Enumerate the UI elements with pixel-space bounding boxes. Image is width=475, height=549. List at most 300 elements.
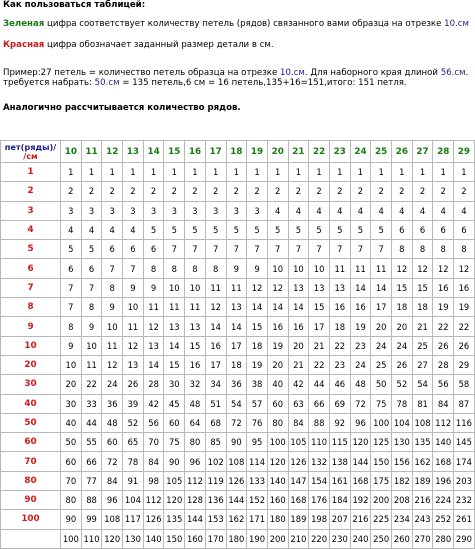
example-text-d: требуется набрать: [3,78,95,88]
table-cell: 20 [371,317,392,336]
table-cell: 120 [351,433,372,452]
table-cell: 44 [82,414,103,433]
table-cell: 30 [164,375,185,394]
table-cell: 1 [413,163,434,182]
table-cell: 22 [82,375,103,394]
table-cell: 28 [144,375,165,394]
table-cell: 112 [433,414,454,433]
table-cell: 48 [102,414,123,433]
table-cell: 14 [371,279,392,298]
table-cell: 2 [61,182,82,201]
table-row [1,317,475,336]
table-cell: 87 [454,395,475,414]
table-row [1,510,475,529]
table-cell: 12 [268,279,289,298]
table-cell: 2 [82,182,103,201]
table-cell: 22 [433,317,454,336]
table-cell: 11 [371,259,392,278]
table-cell: 11 [227,279,248,298]
table-cell: 1 [309,163,330,182]
table-cell: 24 [351,356,372,375]
column-header: 17 [206,141,227,163]
table-cell: 29 [454,356,475,375]
table-cell: 21 [413,317,434,336]
table-cell: 9 [227,259,248,278]
table-cell: 196 [433,472,454,491]
table-cell: 7 [247,240,268,259]
table-cell: 91 [123,472,144,491]
table-cell: 36 [227,375,248,394]
table-cell: 6 [82,259,103,278]
table-cell: 225 [371,510,392,529]
row-size-cm [1,530,61,549]
table-cell: 4 [123,221,144,240]
instructions-title: Как пользоваться таблицей: [3,0,146,10]
table-cell: 7 [371,240,392,259]
table-cell: 220 [309,530,330,549]
table-cell: 20 [268,356,289,375]
table-cell: 11 [206,279,227,298]
table-cell: 26 [454,337,475,356]
table-cell: 27 [413,356,434,375]
table-cell: 8 [185,259,206,278]
table-cell: 250 [371,530,392,549]
table-cell: 15 [185,337,206,356]
row-size-cm: 6 [1,259,61,278]
table-cell: 171 [247,510,268,529]
example-line-2 [3,78,407,89]
table-cell: 7 [61,279,82,298]
table-cell: 8 [392,240,413,259]
table-cell: 153 [206,510,227,529]
table-cell: 3 [247,202,268,221]
table-cell: 19 [268,337,289,356]
table-cell: 16 [206,337,227,356]
example-text-a: Пример:27 петель = количество петель образца на отрезке [3,68,280,78]
table-cell: 18 [392,298,413,317]
table-cell: 12 [247,279,268,298]
table-cell: 26 [123,375,144,394]
corner-cell [1,141,61,163]
table-cell: 90 [164,452,185,471]
row-size-cm: 90 [1,491,61,510]
table-cell: 4 [351,202,372,221]
table-row [1,279,475,298]
table-cell: 2 [330,182,351,201]
table-cell: 13 [144,337,165,356]
table-row [1,337,475,356]
table-cell: 33 [82,395,103,414]
table-cell: 2 [247,182,268,201]
table-cell: 8 [82,298,103,317]
table-cell: 96 [185,452,206,471]
table-cell: 132 [309,452,330,471]
table-cell: 189 [289,510,310,529]
row-size-cm: 100 [1,510,61,529]
table-cell: 2 [454,182,475,201]
table-cell: 58 [454,375,475,394]
table-cell: 216 [351,510,372,529]
table-cell: 4 [433,202,454,221]
table-cell: 39 [123,395,144,414]
table-cell: 168 [351,472,372,491]
table-cell: 30 [61,395,82,414]
table-cell: 42 [289,375,310,394]
table-cell: 150 [371,452,392,471]
table-cell: 125 [371,433,392,452]
table-cell: 10 [82,337,103,356]
table-cell: 5 [351,221,372,240]
table-cell: 1 [82,163,103,182]
table-cell: 17 [206,356,227,375]
column-header: 25 [371,141,392,163]
table-cell: 56 [433,375,454,394]
table-cell: 2 [433,182,454,201]
table-row [1,491,475,510]
table-cell: 1 [268,163,289,182]
table-cell: 11 [351,259,372,278]
table-cell: 112 [144,491,165,510]
table-cell: 119 [206,472,227,491]
table-cell: 2 [371,182,392,201]
table-cell: 12 [123,337,144,356]
table-cell: 8 [102,279,123,298]
table-cell: 162 [227,510,248,529]
table-cell: 12 [392,259,413,278]
table-cell: 2 [227,182,248,201]
table-cell: 36 [102,395,123,414]
table-cell: 135 [413,433,434,452]
table-cell: 45 [164,395,185,414]
table-cell: 182 [392,472,413,491]
table-cell: 7 [123,259,144,278]
table-cell: 147 [289,472,310,491]
table-cell: 4 [371,202,392,221]
table-cell: 1 [61,163,82,182]
table-cell: 2 [185,182,206,201]
table-cell: 108 [413,414,434,433]
example-value-2: 56.см [440,68,466,78]
red-explanation [3,40,274,51]
table-cell: 21 [289,356,310,375]
table-cell: 92 [330,414,351,433]
table-cell: 192 [351,491,372,510]
table-cell: 115 [330,433,351,452]
table-cell: 5 [289,221,310,240]
table-cell: 130 [123,530,144,549]
table-cell: 1 [330,163,351,182]
red-word: Красная [3,40,45,50]
table-cell: 1 [371,163,392,182]
table-cell: 68 [206,414,227,433]
table-cell: 12 [206,298,227,317]
table-cell: 1 [164,163,185,182]
table-cell: 130 [392,433,413,452]
table-cell: 60 [61,452,82,471]
table-cell: 3 [82,202,103,221]
table-cell: 126 [227,472,248,491]
table-row [1,530,475,549]
row-size-cm: 5 [1,240,61,259]
table-cell: 20 [61,375,82,394]
table-row [1,259,475,278]
stitch-table [0,140,475,549]
table-cell: 1 [144,163,165,182]
table-cell: 252 [433,510,454,529]
table-cell: 108 [102,510,123,529]
table-cell: 114 [247,452,268,471]
table-cell: 6 [123,240,144,259]
table-cell: 5 [144,221,165,240]
table-cell: 11 [123,317,144,336]
table-cell: 10 [61,356,82,375]
column-header: 11 [82,141,103,163]
table-cell: 17 [371,298,392,317]
example-value-1: 10.см [279,68,305,78]
green-word: Зеленая [3,19,45,29]
table-cell: 120 [164,491,185,510]
table-cell: 154 [309,472,330,491]
table-cell: 4 [392,202,413,221]
table-cell: 135 [164,510,185,529]
table-cell: 9 [123,279,144,298]
table-cell: 160 [268,491,289,510]
table-cell: 99 [82,510,103,529]
column-header: 29 [454,141,475,163]
table-cell: 85 [206,433,227,452]
table-cell: 23 [330,356,351,375]
table-cell: 75 [164,433,185,452]
table-cell: 25 [371,356,392,375]
table-cell: 5 [268,221,289,240]
table-cell: 52 [123,414,144,433]
table-cell: 2 [164,182,185,201]
table-cell: 50 [61,433,82,452]
example-text-b: . Для наборного края длиной [304,68,441,78]
table-cell: 160 [185,530,206,549]
table-cell: 81 [413,395,434,414]
table-cell: 156 [392,452,413,471]
table-cell: 26 [392,356,413,375]
table-cell: 1 [227,163,248,182]
table-cell: 14 [351,279,372,298]
table-cell: 105 [289,433,310,452]
table-cell: 207 [330,510,351,529]
table-cell: 16 [351,298,372,317]
table-cell: 2 [289,182,310,201]
example-line-1 [3,68,468,79]
table-cell: 1 [289,163,310,182]
table-cell: 13 [164,317,185,336]
table-cell: 13 [185,317,206,336]
table-cell: 19 [433,298,454,317]
row-size-cm: 8 [1,298,61,317]
table-row [1,202,475,221]
table-cell: 21 [309,337,330,356]
table-cell: 190 [247,530,268,549]
table-cell: 1 [392,163,413,182]
column-header: 15 [164,141,185,163]
table-cell: 140 [433,433,454,452]
table-cell: 95 [247,433,268,452]
table-cell: 170 [206,530,227,549]
table-cell: 64 [185,414,206,433]
table-cell: 10 [309,259,330,278]
table-cell: 60 [268,395,289,414]
table-cell: 184 [330,491,351,510]
table-cell: 76 [247,414,268,433]
table-cell: 51 [206,395,227,414]
table-cell: 100 [268,433,289,452]
table-cell: 8 [413,240,434,259]
table-cell: 140 [144,530,165,549]
table-cell: 75 [371,395,392,414]
table-cell: 110 [82,530,103,549]
table-cell: 2 [413,182,434,201]
table-cell: 7 [82,279,103,298]
table-cell: 54 [227,395,248,414]
example-text-e: = 135 петель,6 см = 16 петель,135+16=151,итого: 151 петля. [119,78,407,88]
table-cell: 161 [330,472,351,491]
table-cell: 40 [268,375,289,394]
table-cell: 176 [309,491,330,510]
table-cell: 9 [247,259,268,278]
table-cell: 180 [227,530,248,549]
column-header: 13 [123,141,144,163]
table-cell: 180 [268,510,289,529]
table-cell: 14 [247,298,268,317]
table-cell: 5 [371,221,392,240]
table-cell: 52 [392,375,413,394]
table-cell: 13 [123,356,144,375]
row-size-cm: 60 [1,433,61,452]
table-cell: 20 [289,337,310,356]
column-header: 14 [144,141,165,163]
table-cell: 2 [144,182,165,201]
table-cell: 77 [82,472,103,491]
table-cell: 11 [330,259,351,278]
table-cell: 14 [227,317,248,336]
column-header: 19 [247,141,268,163]
table-cell: 7 [164,240,185,259]
table-cell: 128 [185,491,206,510]
column-header: 10 [61,141,82,163]
table-cell: 13 [227,298,248,317]
table-cell: 3 [227,202,248,221]
table-cell: 3 [123,202,144,221]
table-cell: 22 [309,356,330,375]
table-cell: 9 [61,337,82,356]
table-cell: 174 [454,452,475,471]
table-cell: 100 [61,530,82,549]
table-cell: 15 [413,279,434,298]
table-row [1,414,475,433]
table-cell: 198 [309,510,330,529]
table-cell: 162 [413,452,434,471]
table-cell: 20 [392,317,413,336]
table-row [1,452,475,471]
table-cell: 104 [392,414,413,433]
table-cell: 25 [413,337,434,356]
table-cell: 5 [206,221,227,240]
table-cell: 168 [289,491,310,510]
table-cell: 18 [247,337,268,356]
table-cell: 80 [268,414,289,433]
table-cell: 200 [268,530,289,549]
table-cell: 19 [247,356,268,375]
table-cell: 8 [61,317,82,336]
table-cell: 4 [330,202,351,221]
table-cell: 144 [185,510,206,529]
column-header: 21 [289,141,310,163]
table-cell: 84 [289,414,310,433]
table-cell: 14 [144,356,165,375]
table-cell: 23 [351,337,372,356]
table-cell: 290 [454,530,475,549]
table-cell: 2 [268,182,289,201]
table-cell: 152 [247,491,268,510]
table-cell: 5 [227,221,248,240]
table-cell: 232 [454,491,475,510]
table-cell: 7 [227,240,248,259]
table-cell: 17 [309,317,330,336]
table-cell: 14 [268,298,289,317]
table-cell: 208 [392,491,413,510]
table-cell: 32 [185,375,206,394]
table-cell: 110 [309,433,330,452]
table-cell: 13 [330,279,351,298]
table-cell: 5 [82,240,103,259]
table-cell: 12 [454,259,475,278]
table-cell: 69 [330,395,351,414]
table-cell: 54 [413,375,434,394]
table-cell: 66 [309,395,330,414]
table-cell: 3 [206,202,227,221]
column-header: 27 [413,141,434,163]
table-cell: 1 [247,163,268,182]
table-cell: 70 [61,472,82,491]
row-size-cm: 50 [1,414,61,433]
table-cell: 19 [351,317,372,336]
table-cell: 100 [371,414,392,433]
table-cell: 5 [247,221,268,240]
table-cell: 105 [164,472,185,491]
table-row [1,472,475,491]
table-cell: 19 [454,298,475,317]
table-cell: 240 [351,530,372,549]
table-cell: 200 [371,491,392,510]
table-cell: 90 [61,510,82,529]
table-cell: 72 [102,452,123,471]
table-cell: 55 [82,433,103,452]
table-cell: 16 [433,279,454,298]
table-cell: 10 [185,279,206,298]
table-cell: 280 [433,530,454,549]
table-cell: 14 [206,317,227,336]
table-row [1,221,475,240]
table-cell: 15 [164,356,185,375]
table-row [1,182,475,201]
table-cell: 5 [330,221,351,240]
table-cell: 6 [454,221,475,240]
table-cell: 6 [433,221,454,240]
table-cell: 26 [433,337,454,356]
table-cell: 88 [82,491,103,510]
table-cell: 4 [102,221,123,240]
table-cell: 117 [123,510,144,529]
table-cell: 136 [206,491,227,510]
table-cell: 65 [123,433,144,452]
